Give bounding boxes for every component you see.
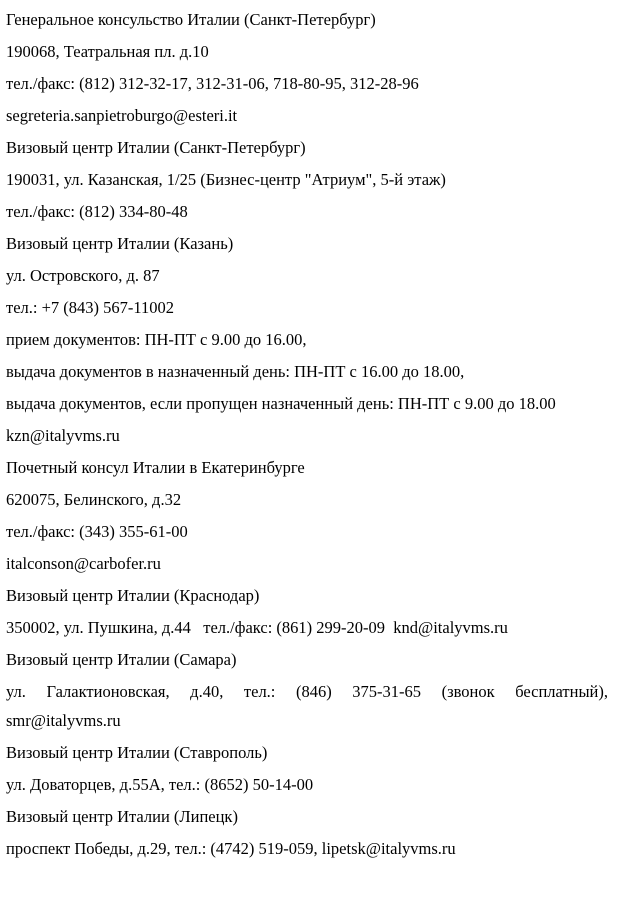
contact-list-document: [6, 5, 608, 863]
phone-line: тел.: +7 (843) 567-11002: [6, 298, 175, 317]
phone-line: тел./факс: (812) 312-32-17, 312-31-06, 718-80-95, 312-28-96: [6, 74, 419, 93]
hours-line: выдача документов в назначенный день: ПН-ПТ с 16.00 до 18.00,: [6, 362, 465, 381]
address-phone-line: ул. Доваторцев, д.55А, тел.: (8652) 50-14-00: [6, 775, 314, 794]
address-line: 620075, Белинского, д.32: [6, 490, 182, 509]
address-phone-email-line: 350002, ул. Пушкина, д.44 тел./факс: (861) 299-20-09 knd@italyvms.ru: [6, 618, 508, 637]
phone-line: тел./факс: (343) 355-61-00: [6, 522, 188, 541]
email-line: italconson@carbofer.ru: [6, 554, 161, 573]
email-line: segreteria.sanpietroburgo@esteri.it: [6, 106, 238, 125]
address-phone-email-line: ул. Галактионовская, д.40, тел.: (846) 375-31-65 (звонок бесплатный), smr@italyvms.ru: [6, 682, 608, 730]
address-line: 190031, ул. Казанская, 1/25 (Бизнес-центр "Атриум", 5-й этаж): [6, 170, 446, 189]
address-line: 190068, Театральная пл. д.10: [6, 42, 209, 61]
hours-line: выдача документов, если пропущен назначенный день: ПН-ПТ с 9.00 до 18.00: [6, 394, 556, 413]
org-title-visa-center-lipetsk: Визовый центр Италии (Липецк): [6, 807, 238, 826]
hours-line: прием документов: ПН-ПТ с 9.00 до 16.00,: [6, 330, 307, 349]
address-phone-email-line: проспект Победы, д.29, тел.: (4742) 519-059, lipetsk@italyvms.ru: [6, 839, 456, 858]
org-title-visa-center-krasnodar: Визовый центр Италии (Краснодар): [6, 586, 260, 605]
phone-line: тел./факс: (812) 334-80-48: [6, 202, 188, 221]
email-line: kzn@italyvms.ru: [6, 426, 120, 445]
org-title-visa-center-kazan: Визовый центр Италии (Казань): [6, 234, 234, 253]
org-title-visa-center-spb: Визовый центр Италии (Санкт-Петербург): [6, 138, 306, 157]
org-title-honorary-consul-ekaterinburg: Почетный консул Италии в Екатеринбурге: [6, 458, 305, 477]
org-title-visa-center-samara: Визовый центр Италии (Самара): [6, 650, 237, 669]
org-title-visa-center-stavropol: Визовый центр Италии (Ставрополь): [6, 743, 268, 762]
address-line: ул. Островского, д. 87: [6, 266, 160, 285]
org-title-consulate-spb: Генеральное консульство Италии (Санкт-Петербург): [6, 10, 376, 29]
